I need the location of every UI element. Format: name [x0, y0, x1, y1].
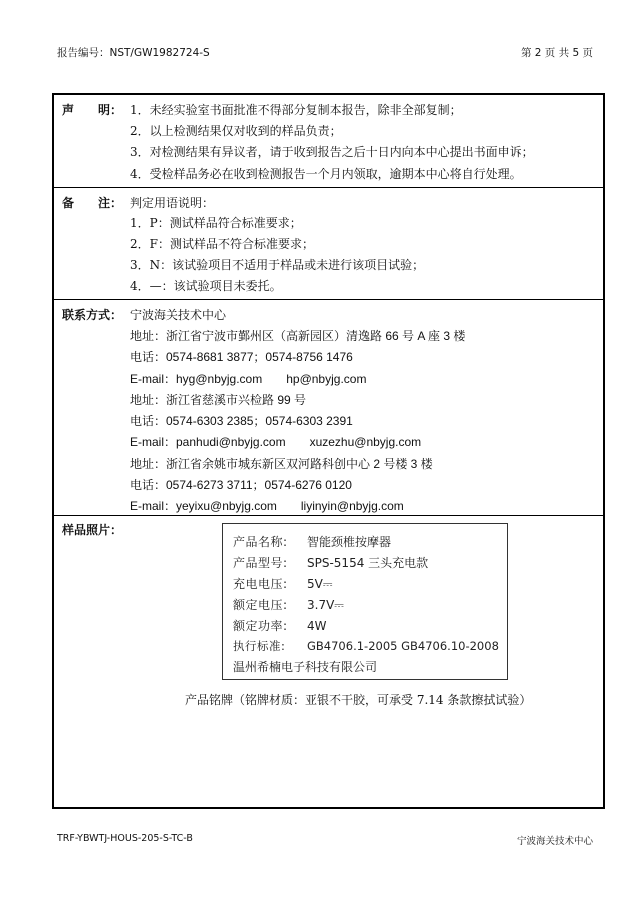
nameplate-row-label: 产品型号: — [233, 556, 288, 570]
remarks-item: 2．F：测试样品不符合标准要求； — [130, 237, 314, 251]
contact-address: 地址：浙江省慈溪市兴检路 99 号 — [130, 393, 307, 407]
photos-label: 样品照片： — [62, 523, 123, 537]
remarks-intro: 判定用语说明： — [130, 196, 215, 210]
nameplate-row — [233, 533, 391, 550]
form-code: TRF-YBWTJ-HOUS-205-S-TC-B — [57, 833, 193, 844]
contact-email[interactable]: E-mail：yeyixu@nbyjg.com liyinyin@nbyjg.com — [130, 499, 404, 513]
nameplate-row — [233, 554, 428, 571]
nameplate-row-value: 3.7V⎓ — [307, 598, 344, 612]
nameplate-row-label: 充电电压: — [233, 577, 288, 591]
remarks-item: 3．N：该试验项目不适用于样品或未进行该项目试验； — [130, 258, 425, 272]
nameplate-row-value: 5V⎓ — [307, 577, 333, 591]
divider-remarks — [52, 299, 605, 300]
remarks-label: 备 注： — [62, 196, 123, 210]
statement-item: 2．以上检测结果仅对收到的样品负责； — [130, 124, 342, 138]
statement-label: 声 明： — [62, 103, 123, 117]
statement-item: 4．受检样品务必在收到检测报告一个月内领取，逾期本中心将自行处理。 — [130, 167, 522, 181]
divider-contact — [52, 515, 605, 516]
contact-phone: 电话：0574-6273 3711；0574-6276 0120 — [130, 478, 352, 492]
photo-caption: 产品铭牌（铭牌材质：亚银不干胶，可承受 7.14 条款擦拭试验） — [185, 693, 532, 707]
nameplate-row-label: 执行标准: — [233, 639, 286, 653]
product-nameplate-photo — [222, 523, 508, 680]
nameplate-row — [233, 617, 327, 634]
contact-phone: 电话：0574-8681 3877；0574-8756 1476 — [130, 350, 353, 364]
statement-item: 1．未经实验室书面批准不得部分复制本报告，除非全部复制； — [130, 103, 462, 117]
remarks-item: 1．P：测试样品符合标准要求； — [130, 216, 302, 230]
page-indicator: 第 2 页 共 5 页 — [520, 47, 593, 59]
nameplate-row — [233, 596, 344, 613]
contact-phone: 电话：0574-6303 2385；0574-6303 2391 — [130, 414, 353, 428]
footer-org: 宁波海关技术中心 — [516, 836, 593, 847]
contact-label: 联系方式： — [62, 308, 123, 322]
nameplate-row-label: 额定功率: — [233, 619, 288, 633]
contact-address: 地址：浙江省宁波市鄞州区（高新园区）清逸路 66 号 A 座 3 楼 — [130, 329, 466, 343]
contact-address: 地址：浙江省余姚市城东新区双河路科创中心 2 号楼 3 楼 — [130, 457, 433, 471]
remarks-item: 4．—：该试验项目未委托。 — [130, 279, 282, 293]
contact-email[interactable]: E-mail：panhudi@nbyjg.com xuzezhu@nbyjg.com — [130, 435, 422, 449]
divider-statement — [52, 187, 605, 188]
contact-org: 宁波海关技术中心 — [130, 308, 227, 322]
nameplate-row-label: 额定电压: — [233, 598, 288, 612]
statement-item: 3．对检测结果有异议者，请于收到报告之后十日内向本中心提出书面申诉； — [130, 145, 534, 159]
nameplate-row-value: SPS-5154 三头充电款 — [307, 556, 429, 570]
nameplate-row — [233, 638, 499, 654]
contact-email[interactable]: E-mail：hyg@nbyjg.com hp@nbyjg.com — [130, 372, 367, 386]
nameplate-row-value: GB4706.1-2005 GB4706.10-2008 — [307, 639, 499, 653]
nameplate-row-label: 产品名称: — [233, 535, 288, 549]
nameplate-row-value: 智能颈椎按摩器 — [307, 535, 392, 549]
nameplate-row — [233, 575, 332, 592]
nameplate-row-value: 4W — [307, 619, 327, 633]
report-number: 报告编号：NST/GW1982724-S — [57, 47, 210, 59]
nameplate-manufacturer: 温州希楠电子科技有限公司 — [233, 660, 378, 674]
